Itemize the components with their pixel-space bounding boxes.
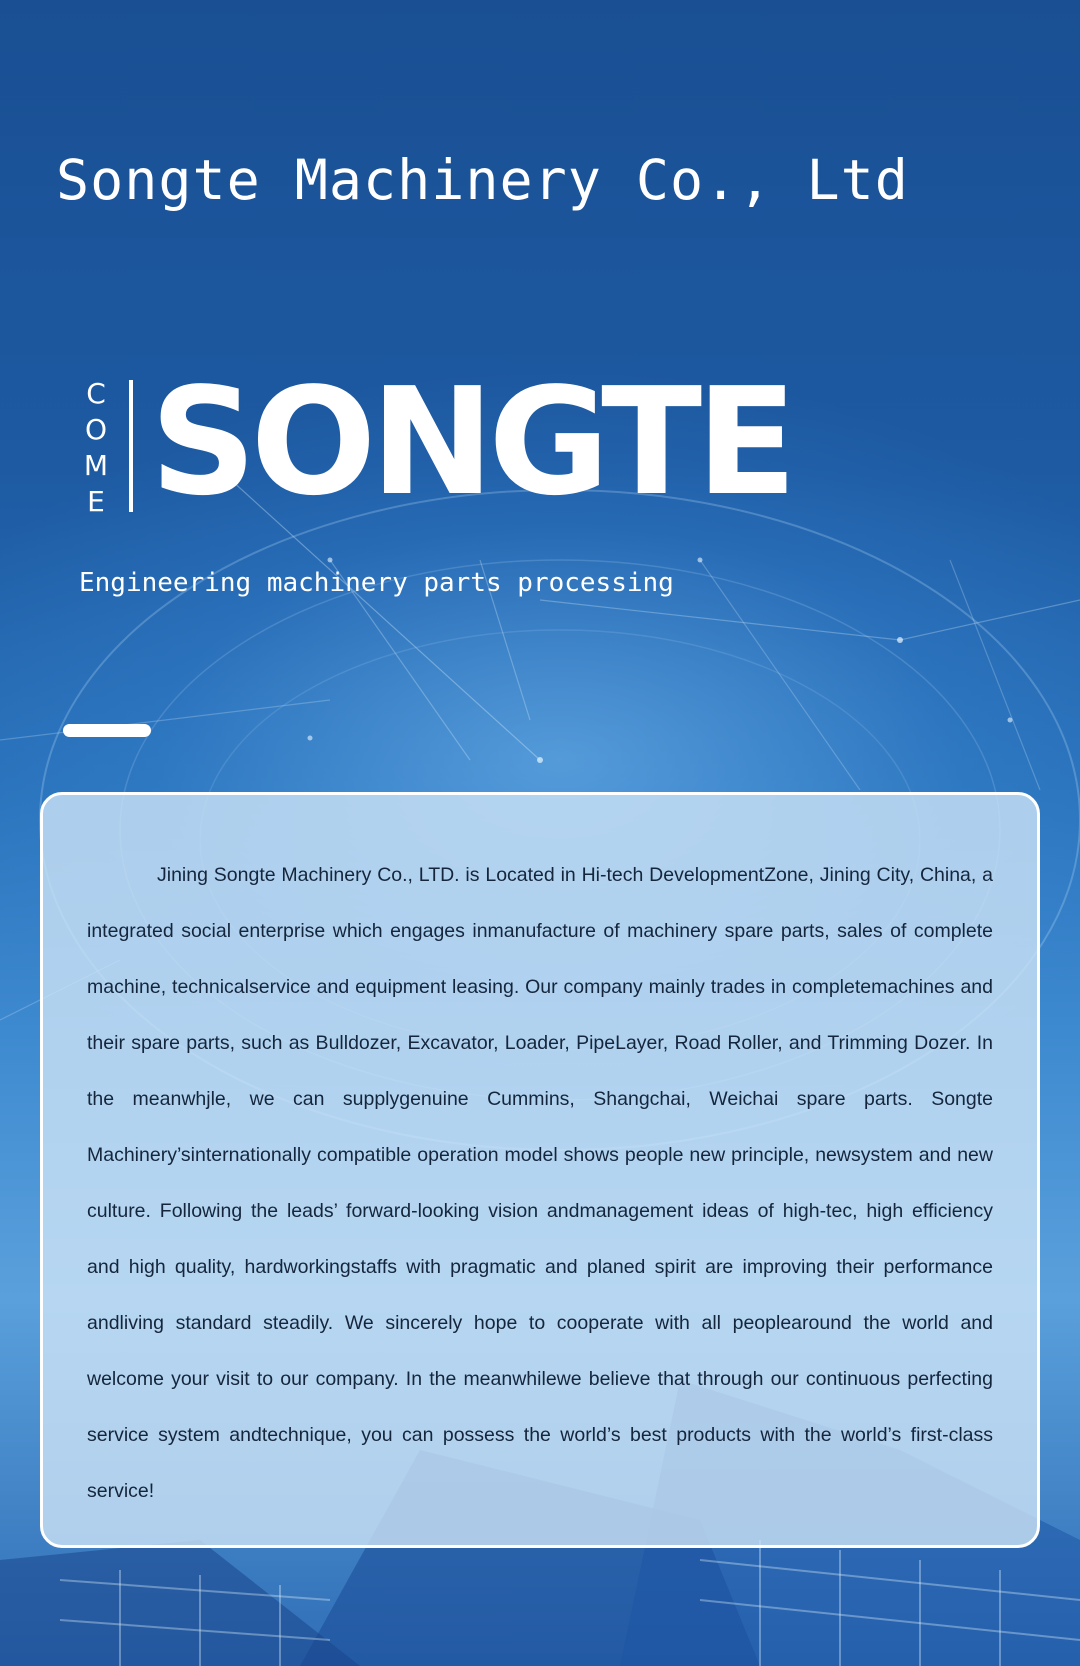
vertical-divider: [129, 380, 133, 512]
accent-bar: [63, 724, 151, 737]
come-letter: M: [83, 449, 109, 482]
brand-wordmark: SONGTE: [150, 356, 792, 528]
tagline: Engineering machinery parts processing: [79, 568, 674, 598]
come-letter: O: [84, 413, 108, 446]
company-intro-card: [40, 792, 1040, 1548]
come-vertical-text: [84, 376, 108, 520]
come-letter: E: [87, 485, 105, 518]
company-title: Songte Machinery Co., Ltd: [56, 148, 909, 212]
come-letter: C: [86, 377, 106, 410]
company-intro-paragraph: Jining Songte Machinery Co., LTD. is Located in Hi-tech DevelopmentZone, Jining City, China, a integrated social enterprise which engages inmanufacture of machinery spare parts, sales of complete machine, technicalservice and equipment leasing. Our company mainly trades in completemachines and their spare parts, such as Bulldozer, Excavator, Loader, PipeLayer, Road Roller, and Trimming Dozer. In the meanwhjle, we can supplygenuine Cummins, Shangchai, Weichai spare parts. Songte Machinery’sinternationally compatible operation model shows people new principle, newsystem and new culture. Following the leads’ forward-looking vision andmanagement ideas of high-tec, high efficiency and high quality, hardworkingstaffs with pragmatic and planed spirit are improving their performance andliving standard steadily. We sincerely hope to cooperate with all peoplearound the world and welcome your visit to our company. In the meanwhilewe believe that through our continuous perfecting service system andtechnique, you can possess the world’s best products with the world’s first-class service!: [87, 864, 993, 1502]
